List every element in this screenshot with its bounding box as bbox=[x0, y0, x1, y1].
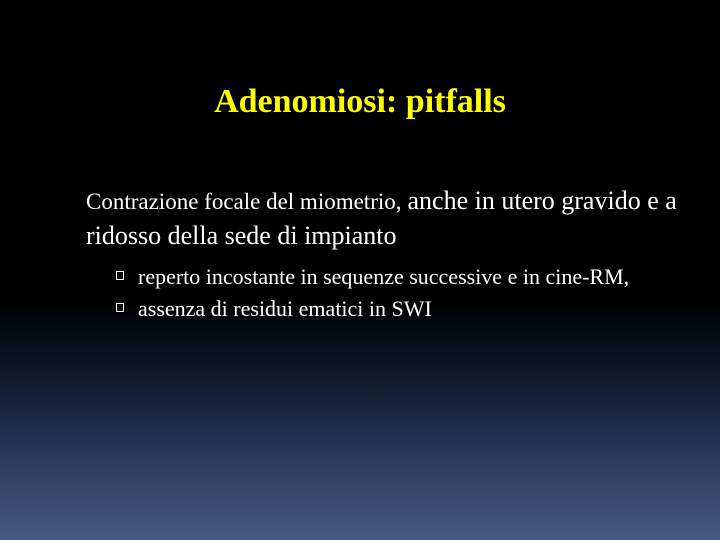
slide-title: Adenomiosi: pitfalls bbox=[214, 83, 506, 120]
square-bullet-icon bbox=[116, 271, 124, 280]
bullet-item bbox=[116, 262, 636, 291]
square-bullet-icon bbox=[116, 303, 124, 312]
lead-text-part1: Contrazione focale del miometrio, bbox=[86, 189, 402, 214]
bullet-text: assenza di residui ematici in SWI bbox=[138, 296, 432, 321]
bullet-text: reperto incostante in sequenze successive e in cine-RM, bbox=[138, 264, 630, 289]
bullet-list bbox=[116, 262, 636, 326]
lead-paragraph bbox=[86, 184, 686, 254]
lead-text-part2: anche in utero gravido e a ridosso della sede di impianto bbox=[86, 186, 677, 250]
bullet-item bbox=[116, 294, 636, 323]
